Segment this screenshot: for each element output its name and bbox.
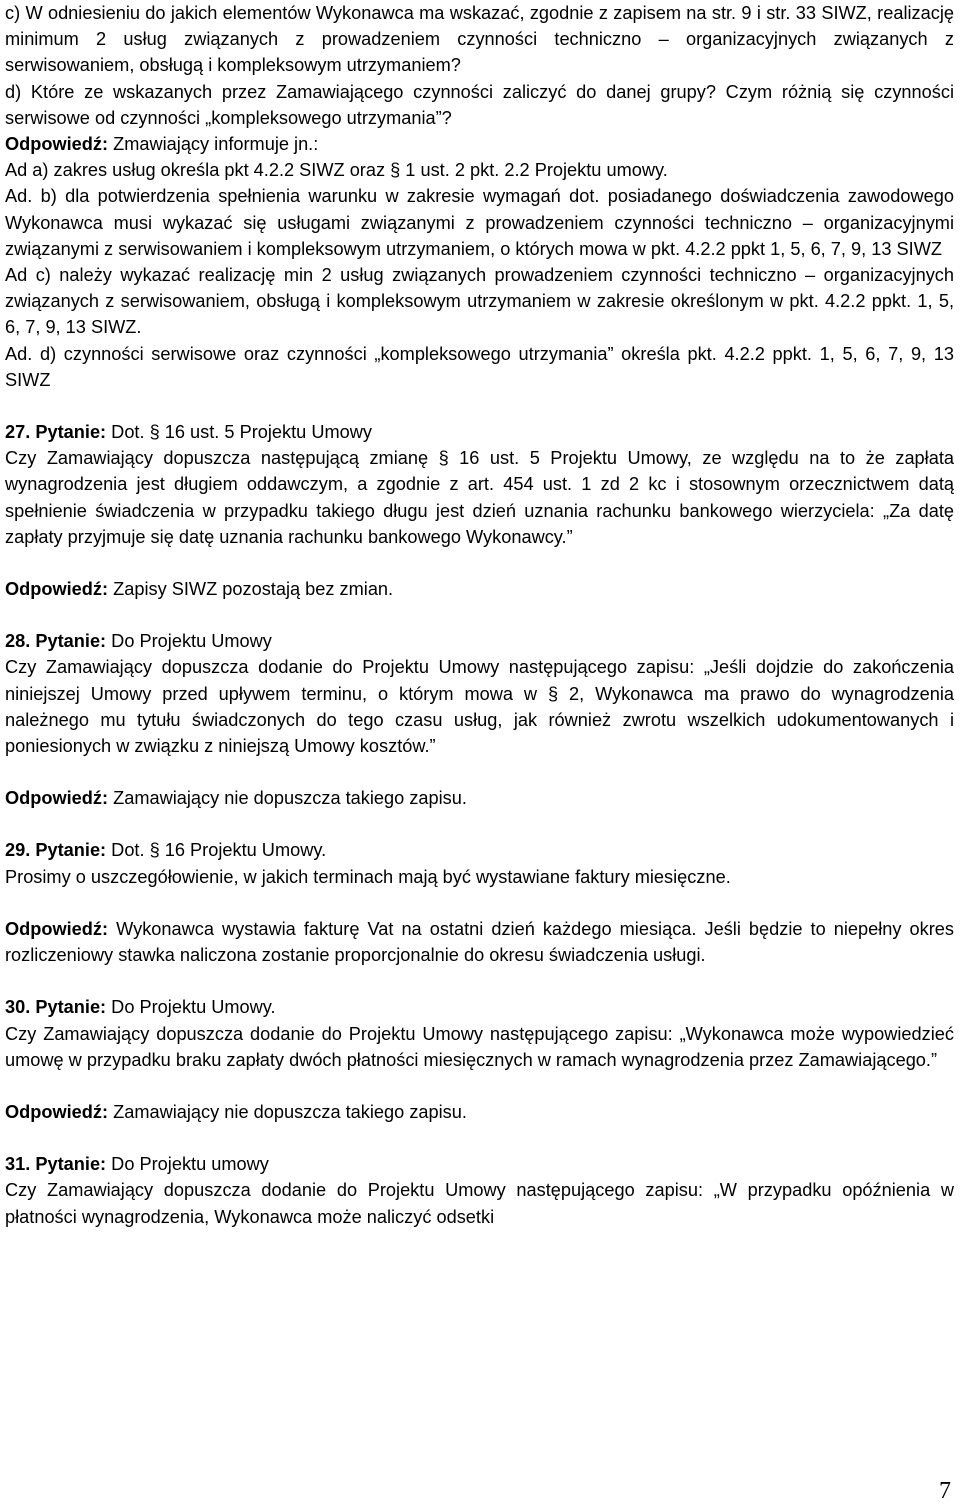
question-number: 28.	[5, 631, 31, 652]
spacer	[5, 393, 954, 419]
answer	[5, 916, 954, 968]
spacer	[5, 602, 954, 628]
question-label: Pytanie:	[35, 997, 107, 1018]
question-number: 29.	[5, 840, 31, 861]
answer	[5, 1099, 954, 1125]
question-heading	[5, 419, 954, 445]
question-body: Czy Zamawiający dopuszcza następującą zmianę § 16 ust. 5 Projektu Umowy, ze względu na to że zapłata wynagrodzenia jest długiem oddawczym, a zgodnie z art. 454 ust. 1 zd 2 kc i stosownym orzecznictwem datą spełnienie świadczenia w przypadku takiego długu jest dzień uznania rachunku bankowego wierzyciela: „Za datę zapłaty przyjmuje się datę uznania rachunku bankowego Wykonawcy.”	[5, 448, 954, 547]
question-heading	[5, 837, 954, 863]
page-number: 7	[939, 1478, 951, 1504]
question-body: Czy Zamawiający dopuszcza dodanie do Projektu Umowy następującego zapisu: „Wykonawca może wypowiedzieć umowę w przypadku braku zapłaty dwóch płatności miesięcznych w ramach wynagrodzenia przez Zamawiającego.”	[5, 1023, 954, 1070]
answer-intro-text: Zmawiający informuje jn.:	[108, 134, 319, 155]
answer-intro	[5, 131, 954, 157]
answer-text: Zapisy SIWZ pozostają bez zmian.	[108, 579, 394, 600]
spacer	[5, 1073, 954, 1099]
answer-text: Zamawiający nie dopuszcza takiego zapisu.	[108, 788, 467, 809]
question-number: 31.	[5, 1154, 31, 1175]
question-number: 30.	[5, 997, 31, 1018]
answer-ad-c: Ad c) należy wykazać realizację min 2 usług związanych prowadzeniem czynności techniczno – organizacyjnych związanych z serwisowaniem, obsługą i kompleksowym utrzymaniem w zakresie określonym w pkt. 4.2.2 ppkt. 1, 5, 6, 7, 9, 13 SIWZ.	[5, 265, 954, 338]
answer-ad-d: Ad. d) czynności serwisowe oraz czynności „kompleksowego utrzymania” określa pkt. 4.2.2 ppkt. 1, 5, 6, 7, 9, 13 SIWZ	[5, 343, 954, 390]
question-label: Pytanie:	[35, 422, 107, 443]
spacer	[5, 890, 954, 916]
spacer	[5, 550, 954, 576]
answer	[5, 576, 954, 602]
spacer	[5, 1125, 954, 1151]
answer-label: Odpowiedź:	[5, 788, 109, 809]
question-heading	[5, 628, 954, 654]
question-body: Czy Zamawiający dopuszcza dodanie do Projektu Umowy następującego zapisu: „W przypadku opóźnienia w płatności wynagrodzenia, Wykonawca może naliczyć odsetki	[5, 1180, 954, 1227]
answer-ad-b: Ad. b) dla potwierdzenia spełnienia warunku w zakresie wymagań dot. posiadanego doświadczenia zawodowego Wykonawca musi wykazać się usługami związanymi z prowadzeniem czynności techniczno – organizacyjnymi związanymi z serwisowaniem i kompleksowym utrzymaniem, o których mowa w pkt. 4.2.2 ppkt 1, 5, 6, 7, 9, 13 SIWZ	[5, 186, 954, 259]
question-title: Dot. § 16 Projektu Umowy.	[106, 840, 327, 861]
answer-label: Odpowiedź:	[5, 134, 109, 155]
answer-label: Odpowiedź:	[5, 579, 109, 600]
answer-text: Wykonawca wystawia fakturę Vat na ostatni dzień każdego miesiąca. Jeśli będzie to niepełny okres rozliczeniowy stawka naliczona zostanie proporcjonalnie do okresu świadczenia usługi.	[5, 918, 954, 966]
answer-text: Zamawiający nie dopuszcza takiego zapisu.	[108, 1101, 467, 1122]
question-title: Do Projektu umowy	[106, 1154, 269, 1175]
question-d: d) Które ze wskazanych przez Zamawiającego czynności zaliczyć do danej grupy? Czym różnią się czynności serwisowe od czynności „kompleksowego utrzymania”?	[5, 81, 954, 128]
answer-label: Odpowiedź:	[5, 1101, 109, 1122]
question-title: Dot. § 16 ust. 5 Projektu Umowy	[106, 422, 372, 443]
question-body: Prosimy o uszczegółowienie, w jakich terminach mają być wystawiane faktury miesięczne.	[5, 866, 731, 887]
answer	[5, 785, 954, 811]
question-c: c) W odniesieniu do jakich elementów Wykonawca ma wskazać, zgodnie z zapisem na str. 9 i str. 33 SIWZ, realizację minimum 2 usług związanych z prowadzeniem czynności techniczno – organizacyjnych związanych z serwisowaniem, obsługą i kompleksowym utrzymaniem?	[5, 3, 954, 76]
question-title: Do Projektu Umowy.	[106, 997, 276, 1018]
spacer	[5, 968, 954, 994]
answer-ad-a: Ad a) zakres usług określa pkt 4.2.2 SIWZ oraz § 1 ust. 2 pkt. 2.2 Projektu umowy.	[5, 160, 668, 181]
question-heading	[5, 1151, 954, 1177]
question-body: Czy Zamawiający dopuszcza dodanie do Projektu Umowy następującego zapisu: „Jeśli dojdzie do zakończenia niniejszej Umowy przed upływem terminu, o którym mowa w § 2, Wykonawca ma prawo do wynagrodzenia należnego mu tytułu świadczonych do tego czasu usług, jak również zwrotu wszelkich udokumentowanych i poniesionych w związku z niniejszą Umowy kosztów.”	[5, 657, 954, 757]
spacer	[5, 759, 954, 785]
question-label: Pytanie:	[35, 631, 107, 652]
answer-label: Odpowiedź:	[5, 918, 109, 939]
question-label: Pytanie:	[35, 1154, 107, 1175]
question-heading	[5, 994, 954, 1020]
question-number: 27.	[5, 422, 31, 443]
question-title: Do Projektu Umowy	[106, 631, 272, 652]
question-label: Pytanie:	[35, 840, 107, 861]
spacer	[5, 811, 954, 837]
